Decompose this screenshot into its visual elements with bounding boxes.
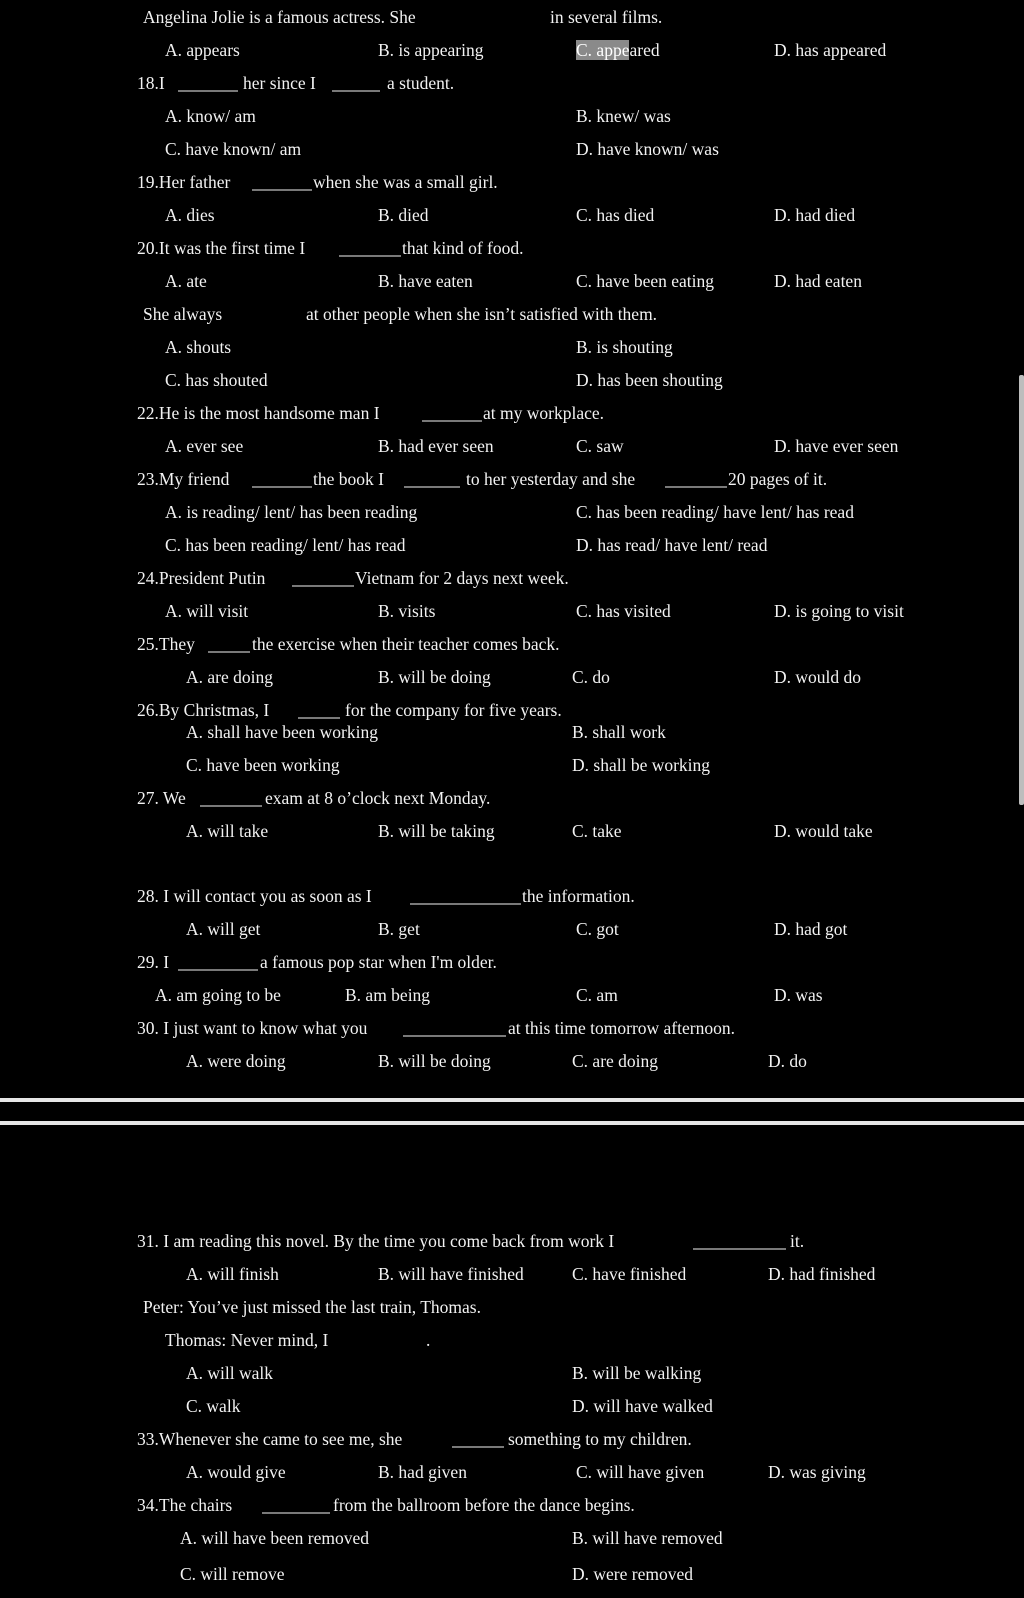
q34-option-a: A. will have been removed: [180, 1528, 370, 1548]
q21-option-d: D. has been shouting: [576, 370, 723, 390]
q27-option-b: B. will be taking: [378, 821, 495, 841]
q27-option-a: A. will take: [186, 821, 269, 841]
q34-stem-part2: from the ballroom before the dance begins.: [333, 1495, 635, 1515]
q27-option-d: D. would take: [774, 821, 873, 841]
q34-option-c: C. will remove: [180, 1564, 285, 1584]
q24-option-a: A. will visit: [165, 601, 249, 621]
q17-selection-highlight: C. appe: [576, 40, 630, 60]
q24-stem-part1: 24.President Putin: [137, 568, 266, 588]
q31-stem-part1: 31. I am reading this novel. By the time you come back from work I: [137, 1231, 615, 1251]
q20-option-d: D. had eaten: [774, 271, 862, 291]
q22-option-b: B. had ever seen: [378, 436, 494, 456]
q29-option-a: A. am going to be: [155, 985, 281, 1005]
q26-stem-part1: 26.By Christmas, I: [137, 700, 270, 720]
q23-stem-part2: the book I: [313, 469, 384, 489]
q17-stem: Angelina Jolie is a famous actress. She: [143, 7, 416, 27]
q25-option-c: C. do: [572, 667, 610, 687]
q17-option-a: A. appears: [165, 40, 240, 60]
q20-option-c: C. have been eating: [576, 271, 715, 291]
q28-stem-part2: the information.: [522, 886, 635, 906]
q17-option-d: D. has appeared: [774, 40, 887, 60]
q19-option-c: C. has died: [576, 205, 655, 225]
q17-option-c-rest: ared: [629, 40, 660, 60]
q30-stem-part2: at this time tomorrow afternoon.: [508, 1018, 735, 1038]
q22-stem-part1: 22.He is the most handsome man I: [137, 403, 380, 423]
q21-stem-part1: She always: [143, 304, 223, 324]
q32-stem-line1: Peter: You’ve just missed the last train, Thomas.: [143, 1297, 481, 1317]
vertical-scrollbar[interactable]: [1019, 375, 1024, 805]
q18-option-c: C. have known/ am: [165, 139, 302, 159]
q26-option-c: C. have been working: [186, 755, 340, 775]
q30-option-b: B. will be doing: [378, 1051, 491, 1071]
q32-option-d: D. will have walked: [572, 1396, 713, 1416]
q18-stem-part3: a student.: [387, 73, 455, 93]
q19-stem-part2: when she was a small girl.: [313, 172, 498, 192]
q25-option-d: D. would do: [774, 667, 862, 687]
q26-option-a: A. shall have been working: [186, 722, 378, 742]
q20-option-a: A. ate: [165, 271, 207, 291]
q34-stem-part1: 34.The chairs: [137, 1495, 233, 1515]
q31-stem-part2: it.: [790, 1231, 805, 1251]
q27-stem-part1: 27. We: [137, 788, 186, 808]
q20-stem-part1: 20.It was the first time I: [137, 238, 306, 258]
q19-stem-part1: 19.Her father: [137, 172, 231, 192]
q33-option-d: D. was giving: [768, 1462, 866, 1482]
q23-option-d: D. has read/ have lent/ read: [576, 535, 768, 555]
q33-option-b: B. had given: [378, 1462, 467, 1482]
q32-option-b: B. will be walking: [572, 1363, 702, 1383]
q32-stem-period: .: [426, 1330, 431, 1350]
q33-option-c: C. will have given: [576, 1462, 705, 1482]
q32-option-a: A. will walk: [186, 1363, 274, 1383]
q30-stem-part1: 30. I just want to know what you: [137, 1018, 368, 1038]
q23-stem-part4: 20 pages of it.: [728, 469, 828, 489]
q29-option-b: B. am being: [345, 985, 431, 1005]
q31-option-d: D. had finished: [768, 1264, 876, 1284]
q33-stem-part2: something to my children.: [508, 1429, 692, 1449]
q21-option-b: B. is shouting: [576, 337, 673, 357]
q23-stem-part3: to her yesterday and she: [466, 469, 636, 489]
q25-option-b: B. will be doing: [378, 667, 491, 687]
q30-option-d: D. do: [768, 1051, 807, 1071]
q19-option-d: D. had died: [774, 205, 856, 225]
q25-stem-part1: 25.They: [137, 634, 195, 654]
q24-option-d: D. is going to visit: [774, 601, 904, 621]
q23-stem-part1: 23.My friend: [137, 469, 230, 489]
q24-stem-part2: Vietnam for 2 days next week.: [355, 568, 569, 588]
q28-option-c: C. got: [576, 919, 619, 939]
q28-option-d: D. had got: [774, 919, 848, 939]
q32-option-c: C. walk: [186, 1396, 241, 1416]
q24-option-b: B. visits: [378, 601, 436, 621]
q34-option-d: D. were removed: [572, 1564, 693, 1584]
q32-stem-line2: Thomas: Never mind, I: [165, 1330, 329, 1350]
q27-option-c: C. take: [572, 821, 622, 841]
q21-option-c: C. has shouted: [165, 370, 268, 390]
q29-stem-part1: 29. I: [137, 952, 170, 972]
q18-stem-part1: 18.I: [137, 73, 165, 93]
q24-option-c: C. has visited: [576, 601, 671, 621]
q22-option-d: D. have ever seen: [774, 436, 899, 456]
q31-option-b: B. will have finished: [378, 1264, 524, 1284]
q25-stem-part2: the exercise when their teacher comes back.: [252, 634, 560, 654]
q30-option-c: C. are doing: [572, 1051, 659, 1071]
q29-option-d: D. was: [774, 985, 823, 1005]
q28-stem-part1: 28. I will contact you as soon as I: [137, 886, 372, 906]
q18-option-b: B. knew/ was: [576, 106, 671, 126]
q26-stem-part2: for the company for five years.: [345, 700, 562, 720]
q17-option-b: B. is appearing: [378, 40, 484, 60]
q17-stem-tail: in several films.: [550, 7, 663, 27]
q26-option-d: D. shall be working: [572, 755, 711, 775]
q27-stem-part2: exam at 8 o’clock next Monday.: [265, 788, 491, 808]
q34-option-b: B. will have removed: [572, 1528, 723, 1548]
q30-option-a: A. were doing: [186, 1051, 286, 1071]
q28-option-b: B. get: [378, 919, 420, 939]
q33-stem-part1: 33.Whenever she came to see me, she: [137, 1429, 403, 1449]
q22-option-c: C. saw: [576, 436, 624, 456]
q20-option-b: B. have eaten: [378, 271, 473, 291]
q33-option-a: A. would give: [186, 1462, 286, 1482]
q26-option-b: B. shall work: [572, 722, 666, 742]
q31-option-c: C. have finished: [572, 1264, 687, 1284]
q19-option-a: A. dies: [165, 205, 215, 225]
q18-stem-part2: her since I: [243, 73, 316, 93]
q23-option-b: C. has been reading/ have lent/ has read: [576, 502, 854, 522]
q31-option-a: A. will finish: [186, 1264, 279, 1284]
q18-option-a: A. know/ am: [165, 106, 256, 126]
q19-option-b: B. died: [378, 205, 429, 225]
q29-stem-part2: a famous pop star when I'm older.: [260, 952, 497, 972]
q23-option-a: A. is reading/ lent/ has been reading: [165, 502, 418, 522]
q23-option-c: C. has been reading/ lent/ has read: [165, 535, 406, 555]
q28-option-a: A. will get: [186, 919, 261, 939]
q22-option-a: A. ever see: [165, 436, 244, 456]
q21-stem-part2: at other people when she isn’t satisfied with them.: [306, 304, 658, 324]
q21-option-a: A. shouts: [165, 337, 232, 357]
q18-option-d: D. have known/ was: [576, 139, 719, 159]
q22-stem-part2: at my workplace.: [483, 403, 604, 423]
q25-option-a: A. are doing: [186, 667, 273, 687]
q20-stem-part2: that kind of food.: [402, 238, 524, 258]
q29-option-c: C. am: [576, 985, 618, 1005]
